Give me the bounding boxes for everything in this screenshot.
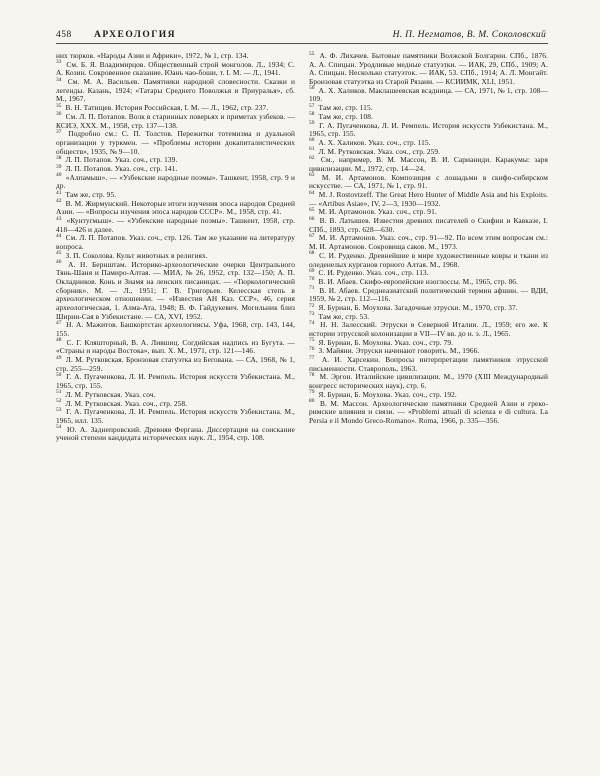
footnote-number: 53 <box>56 406 62 413</box>
footnote-number: 80 <box>309 398 315 405</box>
footnote-item: $^{79}$ Я. Буриан, Б. Моухова. Указ. соч., стр. 192. <box>309 389 457 399</box>
footnote-item: $^{44}$ См. Л. П. Потапов. Указ. соч., стр. 126. Там же указание на литературу вопроса. <box>56 233 295 252</box>
footnote-item: $^{50}$ Г. А. Пугаченкова, Л. И. Ремпель. История искусств Узбекистана. М., 1965, стр. 155. <box>56 372 295 391</box>
footnote-item: $^{54}$ Ю. А. Заднепровский. Древняя Фергана. Диссертация на соискание ученой степени кандидата исторических наук. Л., 1954, стр. 108. <box>56 424 295 443</box>
footnote-number: 63 <box>309 172 315 179</box>
footnote-item: $^{60}$ А. Х. Халиков. Указ. соч., стр. 115. <box>309 137 431 147</box>
running-head-authors: Н. П. Негматов, В. М. Соколовский <box>392 30 546 40</box>
footnote-item: $^{35}$ В. Н. Татищев. История Российская, I. М. — Л., 1962, стр. 237. <box>56 102 269 113</box>
footnote-number: 33 <box>56 59 62 66</box>
footnote-item: $^{42}$ В. М. Жирмунский. Некоторые итоги изучения эпоса народов Средней Азии. — «Вопросы изучения эпоса народов СССР». М., 1958, стр. 41. <box>56 198 295 217</box>
footnote-number: 60 <box>309 137 315 144</box>
footnote-item: $^{73}$ Там же, стр. 53. <box>309 311 370 321</box>
footnote-number: 41 <box>56 189 62 196</box>
footnote-number: 40 <box>56 172 62 179</box>
footnote-number: 73 <box>309 311 315 318</box>
footnote-item: $^{65}$ М. И. Артамонов. Указ. соч., стр. 91. <box>309 206 437 217</box>
footnote-item: $^{80}$ В. М. Массон. Археологические памятники Средней Азии и греко-римские влияния и связи. — «Problemi attuali di scienza e di cultura. La Persia e il Mondo Greco-Romano». Roma, 1966, p. 335—356. <box>309 398 548 425</box>
footnote-number: 43 <box>56 215 62 222</box>
footnote-number: 39 <box>56 163 62 170</box>
footnote-number: 64 <box>309 189 315 196</box>
footnote-number: 66 <box>309 215 315 222</box>
footnote-item: $^{57}$ Там же, стр. 115. <box>309 102 373 113</box>
footnote-number: 47 <box>56 319 62 326</box>
footnote-number: 69 <box>309 267 315 274</box>
footnote-number: 37 <box>56 128 62 135</box>
two-column-text <box>56 52 548 443</box>
footnote-number: 44 <box>56 233 62 239</box>
footnote-item: $^{75}$ Я. Буриан, Б. Моухова. Указ. соч., стр. 79. <box>309 337 454 347</box>
footnote-item: $^{64}$ M. J. Rostovtzeff. The Great Hero Hunter of Middle Asia and his Exploits. — «Artibus Asiae», IV, 2—3, 1930—1932. <box>309 189 548 208</box>
footnote-item: $^{48}$ С. Г. Кляшторный, В. А. Лившиц. Согдийская надпись из Бугута. — «Страны и народы Востока», вып. X. М., 1971, стр. 121—146. <box>56 337 295 356</box>
footnote-number: 58 <box>309 111 315 118</box>
footnote-number: 68 <box>309 250 315 257</box>
footnote-item: $^{51}$ Л. М. Рутковская. Указ. соч. <box>56 389 156 399</box>
footnote-item: $^{63}$ М. И. Артамонов. Композиция с лошадьми в скифо-сибирском искусстве. — СА, 1971, № 1, стр. 91. <box>309 172 548 191</box>
footnote-item: $^{33}$ См. Б. Я. Владимирцов. Общественный строй монголов. Л., 1934; С. А. Козин. Сокровенное сказание. Юань чао-боши, т. I. М. — Л., 1941. <box>56 59 295 78</box>
footnote-item: $^{34}$ См. М. А. Васильев. Памятники народной словесности. Сказки и легенды. Казань, 1924; «Татары Среднего Поволжья и Приуралья», сб. М., 1967. <box>56 76 295 104</box>
footnote-item: $^{49}$ Л. М. Рутковская. Бронзовая статуэтка из Бегована. — СА, 1968, № 1, стр. 255—259. <box>56 354 295 373</box>
footnote-item: $^{40}$ «Алпамыш». — «Узбекские народные поэмы». Ташкент, 1958, стр. 9 и др. <box>56 172 295 191</box>
footnote-number: 76 <box>309 345 315 352</box>
footnote-item: $^{53}$ Г. А. Пугаченкова, Л. И. Ремпель. История искусств Узбекистана. М., 1965, илл. 135. <box>56 406 295 425</box>
footnote-number: 65 <box>309 206 315 213</box>
footnote-item: $^{66}$ В. В. Латышев. Известия древних писателей о Скифии и Кавказе, I. СПб., 1893, стр. 628—630. <box>309 215 548 234</box>
footnote-item: $^{70}$ В. И. Абаев. Скифо-европейские изоглоссы. М., 1965, стр. 86. <box>309 276 518 286</box>
footnote-number: 56 <box>309 85 315 92</box>
footnote-number: 70 <box>309 276 315 283</box>
running-head-section: АРХЕОЛОГИЯ <box>94 30 177 40</box>
footnote-item: $^{62}$ См., например, В. М. Массон, В. И. Сарианиди. Каракумы: заря цивилизации. М., 1972, стр. 14—24. <box>309 154 548 173</box>
footnote-item: $^{55}$ А. Ф. Лихачев. Бытовые памятники Волжской Болгарии. СПб., 1876. А. А. Спицын. Уродливые медные статуэтки. — ИАК, 29, СПб., 1909; А. А. Спицын. Несколько статуэток. — ИАК, 53. СПб., 1914; А. Л. Монгайт. Бронзовая статуэтка из Старой Рязани. — КСИИМК, XLI, 1951. <box>309 50 548 87</box>
footnote-item: $^{72}$ Я. Буриан, Б. Моухова. Загадочные этруски. М., 1970, стр. 37. <box>309 302 518 312</box>
footnote-number: 62 <box>309 154 315 161</box>
footnote-item: $^{69}$ С. И. Руденко. Указ. соч., стр. 113. <box>309 267 429 278</box>
footnote-number: 72 <box>309 302 315 309</box>
footnote-number: 75 <box>309 337 315 344</box>
footnote-item: $^{47}$ Н. А. Мажитов. Башкортстан археологиясы. Уфа, 1968, стр. 143, 144, 155. <box>56 319 295 338</box>
footnote-number: 52 <box>56 398 62 405</box>
footnote-item: $^{68}$ С. И. Руденко. Древнейшие в мире художественные ковры и ткани из оледенелых курганов горного Алтая. М., 1968. <box>309 250 548 269</box>
footnote-item: $^{74}$ Н. Н. Залесский. Этруски в Северной Италии. Л., 1959; его же. К истории этрусской колонизации в VII—IV вв. до н. э. Л., 1965. <box>309 319 548 338</box>
footnote-number: 51 <box>56 389 62 396</box>
page-number: 458 <box>56 30 72 40</box>
footnote-item: $^{36}$ См. Л. П. Потапов. Волк в старинных поверьях и приметах узбеков. — КСИЭ, XXX. М., 1958, стр. 137—138. <box>56 111 295 130</box>
footnote-item: $^{45}$ З. П. Соколова. Культ животных в религиях. <box>56 250 208 260</box>
footnote-item: $^{38}$ Л. П. Потапов. Указ. соч., стр. 139. <box>56 154 178 165</box>
footnote-number: 35 <box>56 102 62 109</box>
header-rule <box>56 43 548 44</box>
footnote-number: 49 <box>56 354 62 361</box>
footnote-number: 38 <box>56 154 62 161</box>
footnote-number: 67 <box>309 233 315 239</box>
footnote-number: 78 <box>309 372 315 378</box>
footnote-number: 79 <box>309 389 315 396</box>
footnote-number: 55 <box>309 50 315 57</box>
footnote-item: $^{67}$ М. И. Артамонов. Указ. соч., стр. 91—92. По всем этим вопросам см.: М. И. Артамонов. Сокровища саков. М., 1973. <box>309 233 548 252</box>
footnote-item: $^{52}$ Л. М. Рутковская. Указ. соч., стр. 258. <box>56 398 188 408</box>
footnote-number: 71 <box>309 285 315 292</box>
footnote-number: 59 <box>309 120 315 127</box>
footnote-number: 57 <box>309 102 315 109</box>
footnote-item: $^{76}$ З. Майяни. Этруски начинают говорить. М., 1966. <box>309 345 480 356</box>
footnote-item: $^{37}$ Подробно см.: С. П. Толстов. Пережитки тотемизма и дуальной организации у туркмен. — «Проблемы истории докапиталистических обществ», 1935, № 9—10. <box>56 128 295 156</box>
footnote-number: 48 <box>56 337 62 344</box>
footnote-item: $^{59}$ Г. А. Пугаченкова, Л. И. Ремпель. История искусств Узбекистана. М., 1965, стр. 155. <box>309 120 548 139</box>
footnote-number: 45 <box>56 250 62 257</box>
right-column <box>309 52 548 443</box>
footnote-item: $^{43}$ «Кунтугмыш». — «Узбекские народные поэмы». Ташкент, 1958, стр. 418—426 и далее. <box>56 215 295 234</box>
footnote-number: 77 <box>309 354 315 361</box>
running-header <box>56 30 548 43</box>
footnote-item: $^{56}$ А. Х. Халиков. Маклашеевская всадница. — СА, 1971, № 1, стр. 108—109. <box>309 85 548 104</box>
footnote-item: $^{41}$ Там же, стр. 95. <box>56 189 117 199</box>
footnote-number: 42 <box>56 198 62 205</box>
footnote-continuation: них тюрков. «Народы Азии и Африки», 1972, № 1, стр. 134. <box>56 51 249 60</box>
footnote-number: 34 <box>56 76 62 83</box>
footnote-number: 36 <box>56 111 62 118</box>
footnote-number: 61 <box>309 146 315 153</box>
footnote-item: $^{61}$ Л. М. Рутковская. Указ. соч., стр. 259. <box>309 146 441 156</box>
footnote-item: $^{58}$ Там же, стр. 108. <box>309 111 373 121</box>
footnote-item: $^{71}$ В. И. Абаев. Среднеазиатский политический термин афшин. — ВДИ, 1959, № 2, стр. 112—116. <box>309 285 548 304</box>
footnote-item: $^{77}$ А. И. Харсекин. Вопросы интерпретации памятников этрусской письменности. Ставрополь, 1963. <box>309 354 548 373</box>
footnote-number: 54 <box>56 424 62 431</box>
footnote-item: $^{46}$ А. Н. Бернштам. Историко-археологические очерки Центрального Тянь-Шаня и Памиро-Алтая. — МИА, № 26, 1952, стр. 132—150; А. П. Окладников. Конь и Знамя на ленских писаницах. — «Тюркологический сборник». М. — Л., 1951; Г. В. Григорьев. Келесская степь в археологическом отношении. — «Известия АН Каз. ССР», 46, серия археологическая, 1. Алма-Ата, 1948; В. Ф. Гайдукевич. Могильник близ Ширин-Сая в Узбекистане. — СА, XVI, 1952. <box>56 259 295 321</box>
left-column <box>56 52 295 443</box>
footnote-number: 74 <box>309 319 315 326</box>
footnote-number: 50 <box>56 372 62 378</box>
footnote-item: $^{78}$ М. Эргон. Италийские цивилизации. М., 1970 (XIII Международный конгресс исторических наук), стр. 6. <box>309 372 548 391</box>
footnote-number: 46 <box>56 259 62 266</box>
footnote-item: $^{39}$ Л. П. Потапов. Указ. соч., стр. 141. <box>56 163 178 173</box>
